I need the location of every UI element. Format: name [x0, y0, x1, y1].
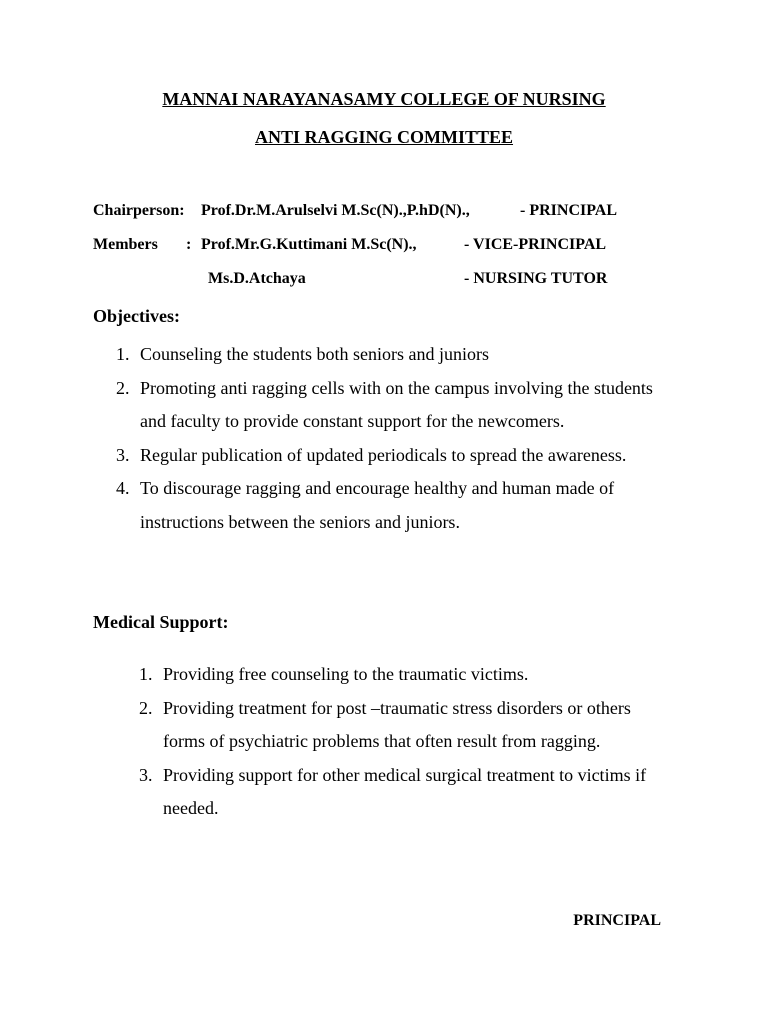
members-label: Members	[93, 236, 158, 253]
list-item-text: Providing support for other medical surgical treatment to victims if needed.	[163, 764, 647, 818]
list-item	[139, 658, 663, 692]
list-item	[139, 692, 663, 759]
list-item-text: Providing free counseling to the traumatic victims.	[163, 664, 529, 684]
list-item-number: 3.	[116, 444, 130, 465]
list-item	[116, 472, 680, 539]
list-item-text: Regular publication of updated periodicals to spread the awareness.	[140, 444, 627, 465]
list-item-text: To discourage ragging and encourage healthy and human made of instructions between the seniors and juniors.	[140, 478, 615, 532]
list-item-text: Counseling the students both seniors and juniors	[140, 344, 489, 364]
list-item-text: Promoting anti ragging cells with on the campus involving the students and faculty to provide constant support for the newcomers.	[140, 377, 653, 431]
list-item-number: 2.	[139, 697, 153, 718]
college-title: MANNAI NARAYANASAMY COLLEGE OF NURSING	[162, 89, 606, 109]
list-item-number: 1.	[116, 344, 130, 364]
list-item-number: 2.	[116, 377, 130, 398]
list-item-number: 4.	[116, 478, 130, 498]
member-role: - VICE-PRINCIPAL	[464, 236, 607, 253]
members-colon: :	[186, 236, 192, 253]
chairperson-role: - PRINCIPAL	[520, 202, 618, 219]
chairperson-label: Chairperson:	[93, 202, 185, 219]
list-item	[116, 372, 680, 439]
member-name: Prof.Mr.G.Kuttimani M.Sc(N).,	[201, 236, 417, 253]
member-name: Ms.D.Atchaya	[208, 270, 306, 287]
list-item-number: 1.	[139, 664, 153, 684]
medical-support-list	[139, 658, 663, 826]
list-item-number: 3.	[139, 764, 153, 785]
member-role: - NURSING TUTOR	[464, 270, 608, 287]
list-item	[116, 338, 680, 372]
chairperson-name: Prof.Dr.M.Arulselvi M.Sc(N).,P.hD(N).,	[201, 202, 470, 219]
list-item	[139, 759, 663, 826]
medical-support-heading: Medical Support:	[93, 612, 229, 632]
principal-signature-title: PRINCIPAL	[573, 912, 661, 929]
list-item-text: Providing treatment for post –traumatic stress disorders or others forms of psychiatric problems that often result from ragging.	[163, 697, 631, 751]
objectives-heading: Objectives:	[93, 306, 180, 326]
committee-title: ANTI RAGGING COMMITTEE	[254, 127, 514, 147]
objectives-list	[116, 338, 680, 539]
list-item	[116, 439, 680, 473]
